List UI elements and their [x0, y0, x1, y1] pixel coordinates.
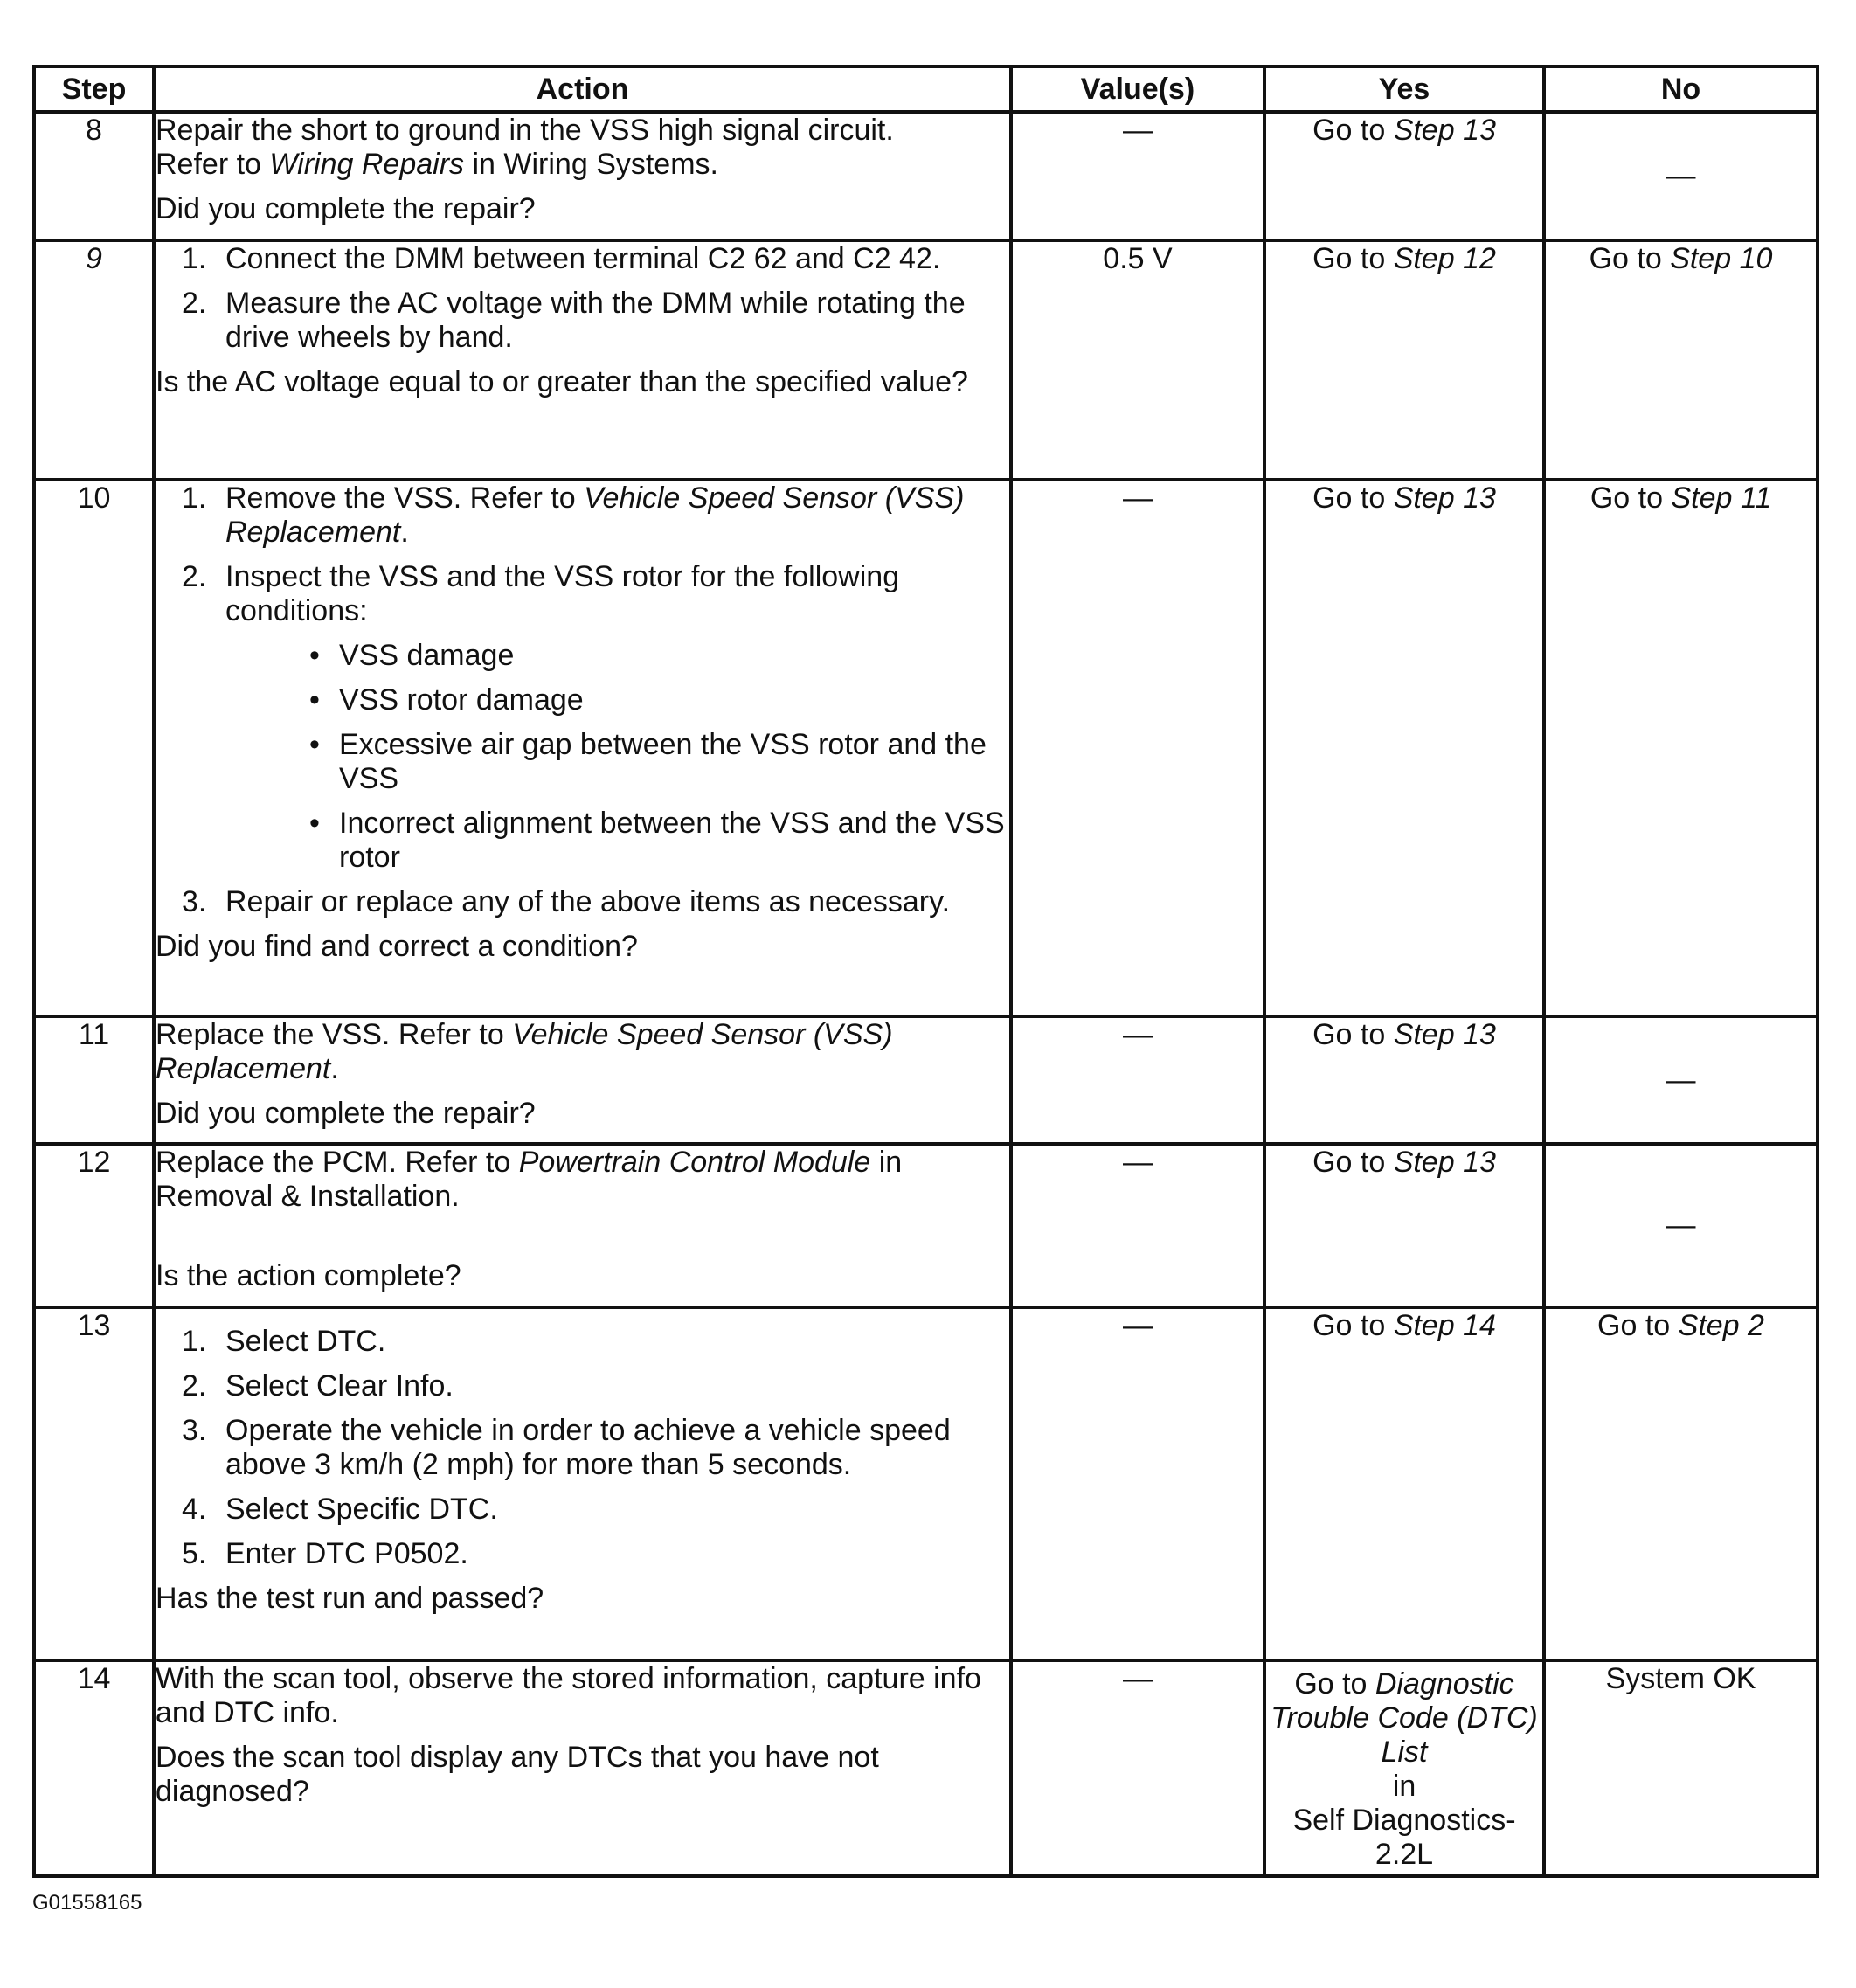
no-cell: System OK: [1544, 1660, 1818, 1876]
yes-cell: Go to Step 13: [1264, 1144, 1544, 1307]
reference-link[interactable]: Wiring Repairs: [269, 148, 465, 181]
yes-reference-section: Self Diagnostics-2.2L: [1292, 1804, 1516, 1871]
figure-id: G01558165: [32, 1891, 142, 1915]
action-question: Is the action complete?: [156, 1259, 461, 1292]
step-number: 8: [34, 112, 154, 240]
list-item: 1. Select DTC.: [182, 1325, 386, 1358]
yes-step-link[interactable]: Step 12: [1393, 242, 1496, 275]
table-row: [34, 240, 1818, 480]
bullet-item: • Excessive air gap between the VSS rotor and the VSS: [309, 728, 987, 795]
header-step: Step: [34, 66, 154, 112]
step-number: 9: [34, 240, 154, 480]
bullet-item: • Incorrect alignment between the VSS and the VSS rotor: [309, 807, 1005, 874]
step-number: 10: [34, 480, 154, 1016]
action-question: Did you find and correct a condition?: [156, 930, 638, 963]
action-cell: [154, 240, 1011, 480]
yes-step-link[interactable]: Step 13: [1393, 1018, 1496, 1051]
table-header-row: [34, 66, 1818, 112]
action-question: Does the scan tool display any DTCs that you have not diagnosed?: [156, 1741, 879, 1808]
bullet-item: • VSS damage: [309, 639, 515, 672]
no-cell: —: [1544, 1016, 1818, 1144]
yes-step-link[interactable]: Step 14: [1393, 1309, 1496, 1342]
list-item: 4. Select Specific DTC.: [182, 1493, 498, 1526]
yes-cell: Go to Step 13: [1264, 1016, 1544, 1144]
action-question: Did you complete the repair?: [156, 192, 536, 225]
list-item: 2. Measure the AC voltage with the DMM while rotating the drive wheels by hand.: [182, 287, 966, 354]
table-row: [34, 480, 1818, 1016]
reference-link[interactable]: Vehicle Speed Sensor (VSS) Replacement: [156, 1018, 893, 1085]
yes-cell: Go to Step 14: [1264, 1307, 1544, 1660]
action-steps-list: [156, 481, 1009, 919]
step-number: 12: [34, 1144, 154, 1307]
action-text: Replace the PCM. Refer to Powertrain Control Module in Removal & Installation.: [156, 1146, 903, 1213]
list-item: 1. Remove the VSS. Refer to Vehicle Speed Sensor (VSS) Replacement.: [182, 481, 965, 549]
table-row: [34, 1660, 1818, 1876]
yes-cell: Go to Step 13: [1264, 112, 1544, 240]
yes-step-link[interactable]: Step 13: [1393, 481, 1496, 515]
list-item: 2. Select Clear Info.: [182, 1369, 454, 1403]
conditions-list: [225, 639, 1009, 875]
value-cell: —: [1011, 480, 1264, 1016]
value-cell: —: [1011, 1307, 1264, 1660]
list-item: 3. Repair or replace any of the above items as necessary.: [182, 885, 951, 918]
value-cell: 0.5 V: [1011, 240, 1264, 480]
action-cell: [154, 1144, 1011, 1307]
step-number: 11: [34, 1016, 154, 1144]
header-yes: Yes: [1264, 66, 1544, 112]
no-cell: —: [1544, 1144, 1818, 1307]
list-item: 5. Enter DTC P0502.: [182, 1537, 468, 1570]
value-cell: —: [1011, 1016, 1264, 1144]
action-question: Did you complete the repair?: [156, 1097, 536, 1130]
table-row: [34, 1016, 1818, 1144]
header-no: No: [1544, 66, 1818, 112]
yes-cell: Go to Diagnostic Trouble Code (DTC) List in Self Diagnostics-2.2L: [1264, 1660, 1544, 1876]
no-cell: Go to Step 10: [1544, 240, 1818, 480]
yes-cell: Go to Step 13: [1264, 480, 1544, 1016]
action-text: Repair the short to ground in the VSS high signal circuit.: [156, 114, 894, 147]
no-cell: —: [1544, 112, 1818, 240]
header-action: Action: [154, 66, 1011, 112]
step-number: 14: [34, 1660, 154, 1876]
action-cell: [154, 1307, 1011, 1660]
action-question: Has the test run and passed?: [156, 1582, 544, 1615]
action-text: Replace the VSS. Refer to Vehicle Speed Sensor (VSS) Replacement.: [156, 1018, 893, 1085]
value-cell: —: [1011, 112, 1264, 240]
action-cell: [154, 480, 1011, 1016]
table-row: [34, 1144, 1818, 1307]
no-cell: Go to Step 11: [1544, 480, 1818, 1016]
no-step-link[interactable]: Step 11: [1671, 481, 1772, 515]
yes-step-link[interactable]: Step 13: [1393, 114, 1496, 147]
action-cell: [154, 1660, 1011, 1876]
action-reference: Refer to Wiring Repairs in Wiring Systems.: [156, 148, 718, 181]
list-item: 3. Operate the vehicle in order to achieve a vehicle speed above 3 km/h (2 mph) for more than 5 seconds.: [182, 1414, 951, 1481]
header-values: Value(s): [1011, 66, 1264, 112]
diagnostic-table: [32, 65, 1819, 1878]
bullet-item: • VSS rotor damage: [309, 683, 584, 717]
action-cell: [154, 112, 1011, 240]
action-text: With the scan tool, observe the stored information, capture info and DTC info.: [156, 1662, 981, 1729]
no-step-link[interactable]: Step 2: [1678, 1309, 1764, 1342]
table-row: [34, 112, 1818, 240]
action-cell: [154, 1016, 1011, 1144]
yes-step-link[interactable]: Step 13: [1393, 1146, 1496, 1179]
no-cell: Go to Step 2: [1544, 1307, 1818, 1660]
reference-link[interactable]: Vehicle Speed Sensor (VSS) Replacement: [225, 481, 965, 549]
action-question: Is the AC voltage equal to or greater than the specified value?: [156, 365, 968, 398]
list-item: 2. Inspect the VSS and the VSS rotor for the following conditions: • VSS damage • VSS rotor damage • Excessive air gap between the VSS rotor and the VSS • Incorrect alignment between the VSS and the VSS rotor: [156, 560, 1009, 875]
action-steps-list: [156, 1325, 1009, 1571]
yes-reference-link[interactable]: Diagnostic Trouble Code (DTC) List: [1271, 1667, 1538, 1769]
table-row: [34, 1307, 1818, 1660]
value-cell: —: [1011, 1144, 1264, 1307]
yes-cell: Go to Step 12: [1264, 240, 1544, 480]
no-step-link[interactable]: Step 10: [1670, 242, 1773, 275]
action-steps-list: [156, 242, 1009, 355]
value-cell: —: [1011, 1660, 1264, 1876]
reference-link[interactable]: Powertrain Control Module: [518, 1146, 871, 1179]
list-item: 1. Connect the DMM between terminal C2 62 and C2 42.: [182, 242, 941, 275]
step-number: 13: [34, 1307, 154, 1660]
